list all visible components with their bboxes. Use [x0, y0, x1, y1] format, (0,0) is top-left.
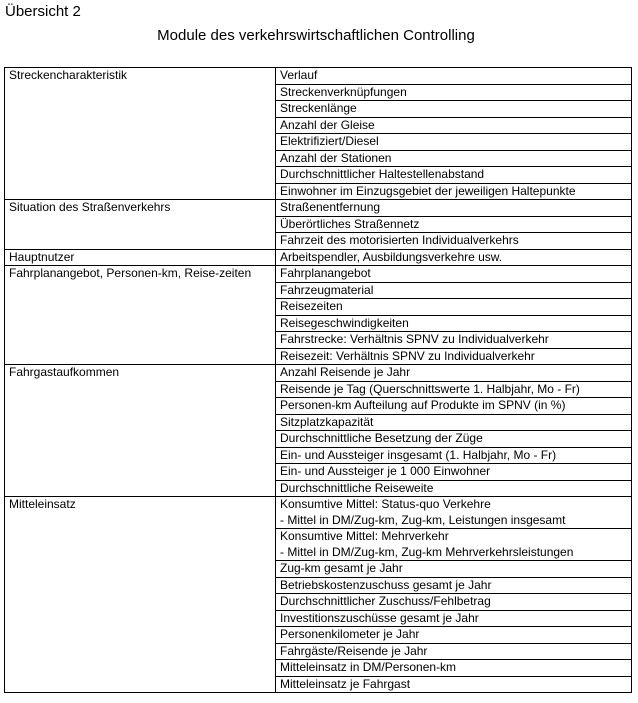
item-cell: Anzahl Reisende je Jahr — [276, 365, 632, 382]
item-cell: Zug-km gesamt je Jahr — [276, 561, 632, 578]
item-cell: Mitteleinsatz in DM/Personen-km — [276, 660, 632, 677]
item-cell: Personen-km Aufteilung auf Produkte im SPNV (in %) — [276, 398, 632, 415]
table-row — [5, 266, 632, 283]
item-cell: Investitionszuschüsse gesamt je Jahr — [276, 610, 632, 627]
item-cell: Durchschnittlicher Haltestellenabstand — [276, 167, 632, 184]
item-cell: Sitzplatzkapazität — [276, 414, 632, 431]
item-cell: Streckenverknüpfungen — [276, 84, 632, 101]
item-cell: Fahrzeugmaterial — [276, 282, 632, 299]
category-cell: Fahrgastaufkommen — [5, 365, 276, 497]
overview-label: Übersicht 2 — [5, 3, 81, 20]
table-row — [5, 249, 632, 266]
item-cell: Elektrifiziert/Diesel — [276, 134, 632, 151]
item-cell: Fahrgäste/Reisende je Jahr — [276, 643, 632, 660]
item-cell: Durchschnittliche Besetzung der Züge — [276, 431, 632, 448]
table-row — [5, 200, 632, 217]
item-cell: Fahrzeit des motorisierten Individualverkehrs — [276, 233, 632, 250]
item-cell: Reisegeschwindigkeiten — [276, 315, 632, 332]
item-cell: Anzahl der Stationen — [276, 150, 632, 167]
item-cell: Durchschnittlicher Zuschuss/Fehlbetrag — [276, 594, 632, 611]
table-row — [5, 497, 632, 529]
category-cell: Mitteleinsatz — [5, 497, 276, 693]
table-row — [5, 68, 632, 85]
item-cell: Anzahl der Gleise — [276, 117, 632, 134]
item-cell: Streckenlänge — [276, 101, 632, 118]
item-cell: Personenkilometer je Jahr — [276, 627, 632, 644]
item-cell: Überörtliches Straßennetz — [276, 216, 632, 233]
item-cell: Straßenentfernung — [276, 200, 632, 217]
item-cell: Ein- und Aussteiger je 1 000 Einwohner — [276, 464, 632, 481]
item-cell: Ein- und Aussteiger insgesamt (1. Halbjahr, Mo - Fr) — [276, 447, 632, 464]
item-cell: Reisezeit: Verhältnis SPNV zu Individualverkehr — [276, 348, 632, 365]
item-cell: Einwohner im Einzugsgebiet der jeweiligen Haltepunkte — [276, 183, 632, 200]
item-cell: Arbeitspendler, Ausbildungsverkehre usw. — [276, 249, 632, 266]
item-cell: Konsumtive Mittel: Mehrverkehr - Mittel in DM/Zug-km, Zug-km Mehrverkehrsleistungen — [276, 529, 632, 561]
category-cell: Streckencharakteristik — [5, 68, 276, 200]
item-cell: Fahrstrecke: Verhältnis SPNV zu Individualverkehr — [276, 332, 632, 349]
category-cell: Fahrplanangebot, Personen-km, Reise-zeiten — [5, 266, 276, 365]
item-cell: Reisezeiten — [276, 299, 632, 316]
document-title: Module des verkehrswirtschaftlichen Controlling — [157, 27, 475, 44]
category-cell: Hauptnutzer — [5, 249, 276, 266]
item-cell: Fahrplanangebot — [276, 266, 632, 283]
item-cell: Verlauf — [276, 68, 632, 85]
item-cell: Reisende je Tag (Querschnittswerte 1. Halbjahr, Mo - Fr) — [276, 381, 632, 398]
table-row — [5, 365, 632, 382]
modules-table — [4, 67, 632, 693]
item-cell: Durchschnittliche Reiseweite — [276, 480, 632, 497]
category-cell: Situation des Straßenverkehrs — [5, 200, 276, 250]
item-cell: Mitteleinsatz je Fahrgast — [276, 676, 632, 693]
item-cell: Konsumtive Mittel: Status-quo Verkehre - Mittel in DM/Zug-km, Zug-km, Leistungen insgesamt — [276, 497, 632, 529]
item-cell: Betriebskostenzuschuss gesamt je Jahr — [276, 577, 632, 594]
